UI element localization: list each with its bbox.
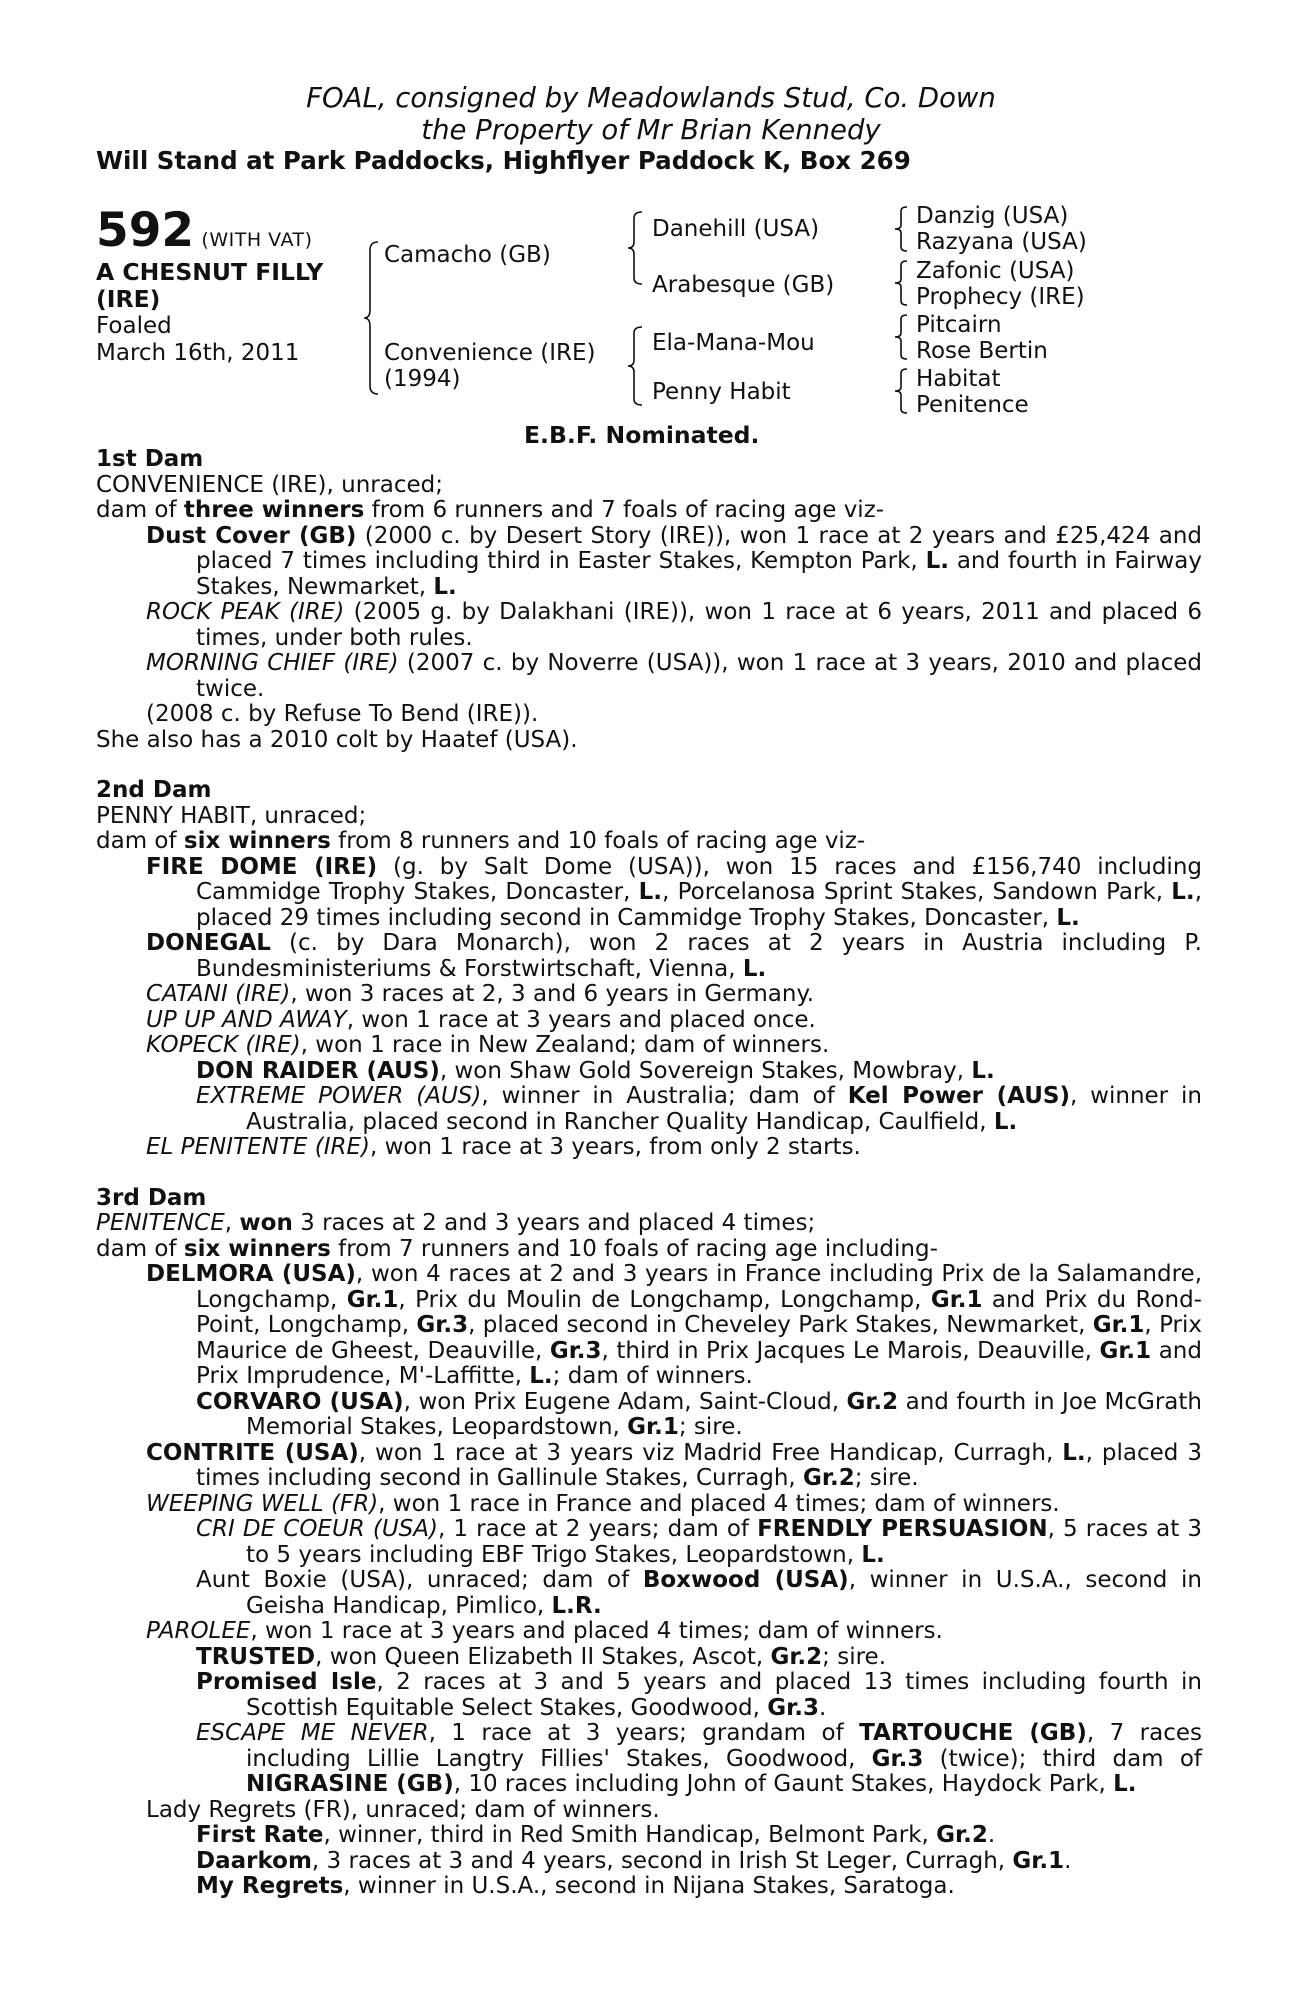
lot-header (96, 82, 1206, 176)
property-line: the Property of Mr Brian Kennedy (421, 114, 881, 146)
grandproduce-entry: CRI DE COEUR (USA), 1 race at 2 years; dam of FRENDLY PERSUASION, 5 races at 3 to 5 years including EBF Trigo Stakes, Leopardstown, L. (196, 1516, 1203, 1568)
produce-entry: DONEGAL (c. by Dara Monarch), won 2 races at 2 years in Austria including P. Bundesministeriums & Forstwirtschaft, Vienna, L. (146, 930, 1202, 982)
first-dam-intro: CONVENIENCE (IRE), unraced; (96, 471, 443, 498)
produce-entry: UP UP AND AWAY, won 1 race at 3 years and placed once. (146, 1006, 816, 1033)
lot-number-row (96, 203, 313, 258)
family-notes (96, 447, 1202, 1900)
produce-entry: DELMORA (USA), won 4 races at 2 and 3 years in France including Prix de la Salamandre, Longchamp, Gr.1, Prix du Moulin de Longchamp, Longchamp, Gr.1 and Prix du Rond-Point, Longchamp, Gr.3, placed second in Cheveley Park Stakes, Newmarket, Gr.1, Prix Maurice de Gheest, Deauville, Gr.3, third in Prix Jacques Le Marois, Deauville, Gr.1 and Prix Imprudence, M'-Laffitte, L.; dam of winners. (146, 1261, 1203, 1389)
pedigree-g4: Prophecy (IRE) (916, 284, 1085, 310)
pedigree-brace-sire (626, 210, 646, 286)
produce-entry: CATANI (IRE), won 3 races at 2, 3 and 6 years in Germany. (146, 981, 815, 1007)
second-dam-heading: 2nd Dam (96, 777, 212, 803)
pedigree-brace-dam (626, 325, 646, 407)
pedigree-dam-dam: Penny Habit (652, 379, 791, 405)
grandproduce-entry: Daarkom, 3 races at 3 and 4 years, second in Irish St Leger, Curragh, Gr.1. (196, 1847, 1072, 1874)
grandproduce-entry: ESCAPE ME NEVER, 1 race at 3 years; grandam of TARTOUCHE (GB), 7 races including Lillie Langtry Fillies' Stakes, Goodwood, Gr.3 (twice); third dam of NIGRASINE (GB), 10 races including John of Gaunt Stakes, Haydock Park, L. (196, 1720, 1203, 1797)
consignor-line: FOAL, consigned by Meadowlands Stud, Co. Down (306, 82, 996, 114)
pedigree-g6: Rose Bertin (916, 338, 1048, 364)
second-dam-summary: dam of six winners from 8 runners and 10 foals of racing age viz- (96, 828, 866, 854)
grandproduce-entry: DON RAIDER (AUS), won Shaw Gold Sovereign Stakes, Mowbray, L. (196, 1057, 995, 1084)
produce-entry: CONTRITE (USA), won 1 race at 3 years viz Madrid Free Handicap, Curragh, L., placed 3 times including second in Gallinule Stakes, Curragh, Gr.2; sire. (146, 1439, 1202, 1491)
produce-entry: EL PENITENTE (IRE), won 1 race at 3 years, from only 2 starts. (146, 1134, 861, 1160)
pedigree-brace-g3 (893, 313, 911, 361)
grandproduce-entry: Promised Isle, 2 races at 3 and 5 years and placed 13 times including fourth in Scottish Equitable Select Stakes, Goodwood, Gr.3. (196, 1669, 1202, 1721)
grandproduce-entry: EXTREME POWER (AUS), winner in Australia; dam of Kel Power (AUS), winner in Australia, placed second in Rancher Quality Handicap, Caulfield, L. (196, 1083, 1202, 1135)
produce-entry: KOPECK (IRE), won 1 race in New Zealand; dam of winners. (146, 1032, 830, 1058)
pedigree-g7: Habitat (916, 366, 1001, 392)
pedigree-brace-g2 (893, 259, 911, 307)
foaled-label: Foaled (96, 313, 172, 339)
grandproduce-entry: TRUSTED, won Queen Elizabeth II Stakes, Ascot, Gr.2; sire. (196, 1643, 887, 1670)
pedigree-g3: Zafonic (USA) (916, 258, 1075, 284)
third-dam-summary: dam of six winners from 7 runners and 10 foals of racing age including- (96, 1235, 938, 1262)
pedigree-g2: Razyana (USA) (916, 229, 1087, 255)
third-dam-heading: 3rd Dam (96, 1184, 207, 1211)
first-dam-note: She also has a 2010 colt by Haatef (USA). (96, 726, 578, 753)
pedigree-sire-dam: Arabesque (GB) (652, 272, 835, 298)
produce-entry: MORNING CHIEF (IRE) (2007 c. by Noverre (USA)), won 1 race at 3 years, 2010 and placed twice. (146, 650, 1202, 702)
first-dam-summary: dam of three winners from 6 runners and 7 foals of racing age viz- (96, 497, 885, 523)
produce-entry: WEEPING WELL (FR), won 1 race in France and placed 4 times; dam of winners. (146, 1490, 1060, 1517)
pedigree-dam-sire: Ela-Mana-Mou (652, 330, 815, 356)
first-dam-heading: 1st Dam (96, 446, 204, 472)
produce-entry: (2008 c. by Refuse To Bend (IRE)). (146, 701, 539, 727)
produce-entry: PAROLEE, won 1 race at 3 years and placed 4 times; dam of winners. (146, 1618, 943, 1644)
third-dam-intro: PENITENCE, won 3 races at 2 and 3 years and placed 4 times; (96, 1210, 816, 1236)
pedigree-sire: Camacho (GB) (384, 242, 551, 268)
produce-entry: Lady Regrets (FR), unraced; dam of winners. (146, 1796, 660, 1823)
vat-note: (WITH VAT) (201, 229, 313, 251)
produce-entry: Dust Cover (GB) (2000 c. by Desert Story (IRE)), won 1 race at 2 years and £25,424 and placed 7 times including third in Easter Stakes, Kempton Park, L. and fourth in Fairway Stakes, Newmarket, L. (146, 522, 1202, 600)
pedigree-dam-year: (1994) (384, 366, 461, 392)
foaled-date: March 16th, 2011 (96, 340, 300, 366)
grandproduce-entry: Aunt Boxie (USA), unraced; dam of Boxwood (USA), winner in U.S.A., second in Geisha Handicap, Pimlico, L.R. (196, 1567, 1202, 1619)
stabling-line: Will Stand at Park Paddocks, Highflyer Paddock K, Box 269 (96, 146, 911, 175)
ebf-nomination: E.B.F. Nominated. (524, 421, 760, 449)
grandproduce-entry: My Regrets, winner in U.S.A., second in Nijana Stakes, Saratoga. (196, 1873, 955, 1899)
pedigree-brace-g4 (893, 367, 911, 415)
produce-entry: FIRE DOME (IRE) (g. by Salt Dome (USA)), won 15 races and £156,740 including Cammidge Trophy Stakes, Doncaster, L., Porcelanosa Sprint Stakes, Sandown Park, L., placed 29 times including second in Cammidge Trophy Stakes, Doncaster, L. (146, 853, 1203, 931)
pedigree-g1: Danzig (USA) (916, 203, 1069, 229)
pedigree-brace-main (362, 240, 382, 396)
pedigree-g8: Penitence (916, 392, 1029, 418)
lot-description-line1: A CHESNUT FILLY (96, 258, 324, 286)
pedigree-dam: Convenience (IRE) (384, 340, 596, 366)
lot-description-line2: (IRE) (96, 285, 161, 313)
grandproduce-entry: CORVARO (USA), won Prix Eugene Adam, Saint-Cloud, Gr.2 and fourth in Joe McGrath Memorial Stakes, Leopardstown, Gr.1; sire. (196, 1388, 1202, 1440)
grandproduce-entry: First Rate, winner, third in Red Smith Handicap, Belmont Park, Gr.2. (196, 1822, 996, 1848)
second-dam-intro: PENNY HABIT, unraced; (96, 802, 367, 829)
pedigree-brace-g1 (893, 205, 911, 253)
pedigree-g5: Pitcairn (916, 312, 1002, 338)
produce-entry: ROCK PEAK (IRE) (2005 g. by Dalakhani (IRE)), won 1 race at 6 years, 2011 and placed 6 times, under both rules. (146, 599, 1203, 651)
pedigree-sire-sire: Danehill (USA) (652, 216, 820, 242)
lot-number: 592 (96, 203, 195, 258)
